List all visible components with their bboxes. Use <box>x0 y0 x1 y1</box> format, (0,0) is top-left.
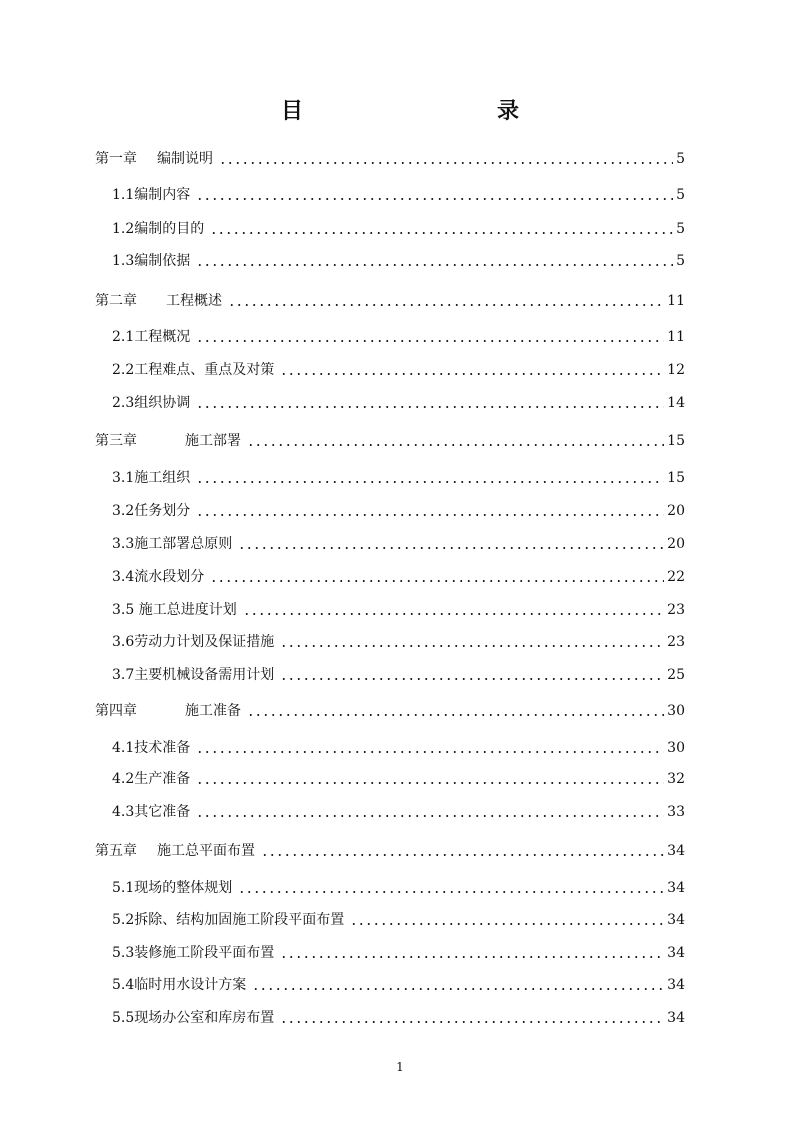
toc-page-number: 15 <box>667 470 685 486</box>
dot-leader <box>196 264 673 266</box>
section-title: 1.2编制的目的 <box>112 221 205 237</box>
chapter-number: 第四章 <box>95 703 137 719</box>
toc-page-number: 5 <box>676 151 685 167</box>
toc-page-number: 23 <box>667 602 685 618</box>
chapter-number: 第一章 <box>95 151 137 167</box>
toc-page-number: 30 <box>667 703 685 719</box>
toc-section-entry[interactable] <box>112 875 685 897</box>
toc-chapter-entry[interactable] <box>95 838 685 860</box>
section-title: 5.2拆除、结构加固施工阶段平面布置 <box>112 912 345 928</box>
section-title: 3.1施工组织 <box>112 470 191 486</box>
chapter-title <box>95 292 222 310</box>
toc-section-entry[interactable] <box>112 498 685 520</box>
toc-page-number: 33 <box>667 804 685 820</box>
dot-leader <box>210 580 664 582</box>
chapter-title <box>95 702 241 720</box>
toc-section-entry[interactable] <box>112 972 685 994</box>
dot-leader <box>196 815 664 817</box>
section-title: 3.2任务划分 <box>112 503 191 519</box>
dot-leader <box>280 678 664 680</box>
dot-leader <box>247 714 664 716</box>
dot-leader <box>280 373 664 375</box>
toc-chapter-entry[interactable] <box>95 428 685 450</box>
section-title: 3.5 施工总进度计划 <box>112 602 237 618</box>
section-title: 2.3组织协调 <box>112 395 191 411</box>
toc-page-number: 30 <box>667 740 685 756</box>
toc-page-number: 22 <box>667 569 685 585</box>
toc-section-entry[interactable] <box>112 907 685 929</box>
dot-leader <box>280 956 664 958</box>
toc-page-number: 15 <box>667 433 685 449</box>
section-title: 4.3其它准备 <box>112 804 191 820</box>
toc-chapter-entry[interactable] <box>95 288 685 310</box>
chapter-label: 施工总平面布置 <box>157 843 255 859</box>
toc-page-number: 5 <box>676 221 685 237</box>
toc-chapter-entry[interactable] <box>95 146 685 168</box>
dot-leader <box>247 444 664 446</box>
section-title: 3.4流水段划分 <box>112 569 205 585</box>
toc-page-number: 20 <box>667 503 685 519</box>
dot-leader <box>196 481 664 483</box>
section-title: 5.4临时用水设计方案 <box>112 977 247 993</box>
dot-leader <box>238 547 664 549</box>
chapter-title <box>95 842 255 860</box>
dot-leader <box>261 854 664 856</box>
toc-page-number: 34 <box>667 912 685 928</box>
toc-page-number: 5 <box>676 187 685 203</box>
toc-page-number: 11 <box>667 329 685 345</box>
dot-leader <box>228 304 664 306</box>
toc-section-entry[interactable] <box>112 629 685 651</box>
toc-section-entry[interactable] <box>112 357 685 379</box>
toc-section-entry[interactable] <box>112 465 685 487</box>
toc-section-entry[interactable] <box>112 182 685 204</box>
toc-section-entry[interactable] <box>112 531 685 553</box>
toc-page-number: 34 <box>667 977 685 993</box>
toc-page-number: 23 <box>667 634 685 650</box>
toc-section-entry[interactable] <box>112 390 685 412</box>
dot-leader <box>243 613 664 615</box>
section-title: 5.5现场办公室和库房布置 <box>112 1010 275 1026</box>
toc-section-entry[interactable] <box>112 564 685 586</box>
chapter-title <box>95 150 213 168</box>
dot-leader <box>196 751 664 753</box>
dot-leader <box>196 198 673 200</box>
section-title: 3.3施工部署总原则 <box>112 536 233 552</box>
toc-page-number: 25 <box>667 667 685 683</box>
section-title: 3.7主要机械设备需用计划 <box>112 667 275 683</box>
toc-section-entry[interactable] <box>112 597 685 619</box>
chapter-label: 施工准备 <box>185 703 241 719</box>
toc-section-entry[interactable] <box>112 324 685 346</box>
section-title: 5.3装修施工阶段平面布置 <box>112 945 275 961</box>
dot-leader <box>238 891 664 893</box>
toc-section-entry[interactable] <box>112 799 685 821</box>
dot-leader <box>350 923 664 925</box>
chapter-label: 编制说明 <box>157 151 213 167</box>
dot-leader <box>280 1021 664 1023</box>
dot-leader <box>196 406 664 408</box>
toc-page-number: 34 <box>667 843 685 859</box>
section-title: 5.1现场的整体规划 <box>112 880 233 896</box>
section-title: 4.1技术准备 <box>112 740 191 756</box>
toc-page-number: 34 <box>667 1010 685 1026</box>
toc-page-number: 20 <box>667 536 685 552</box>
chapter-number: 第三章 <box>95 433 137 449</box>
dot-leader <box>252 988 664 990</box>
section-title: 2.2工程难点、重点及对策 <box>112 362 275 378</box>
toc-page-number: 12 <box>667 362 685 378</box>
toc-page-number: 34 <box>667 880 685 896</box>
toc-page-number: 14 <box>667 395 685 411</box>
chapter-title <box>95 432 241 450</box>
dot-leader <box>196 340 664 342</box>
section-title: 2.1工程概况 <box>112 329 191 345</box>
toc-section-entry[interactable] <box>112 248 685 270</box>
dot-leader <box>196 782 664 784</box>
section-title: 1.3编制依据 <box>112 253 191 269</box>
toc-chapter-entry[interactable] <box>95 698 685 720</box>
toc-section-entry[interactable] <box>112 940 685 962</box>
section-title: 1.1编制内容 <box>112 187 191 203</box>
chapter-label: 工程概述 <box>166 293 222 309</box>
toc-section-entry[interactable] <box>112 735 685 757</box>
toc-section-entry[interactable] <box>112 216 685 238</box>
page-title: 目 录 <box>280 98 569 124</box>
section-title: 4.2生产准备 <box>112 771 191 787</box>
section-title: 3.6劳动力计划及保证措施 <box>112 634 275 650</box>
toc-section-entry[interactable] <box>112 1005 685 1027</box>
toc-section-entry[interactable] <box>112 662 685 684</box>
toc-section-entry[interactable] <box>112 766 685 788</box>
dot-leader <box>196 514 664 516</box>
toc-page-number: 11 <box>667 293 685 309</box>
dot-leader <box>210 232 673 234</box>
toc-page-number: 32 <box>667 771 685 787</box>
chapter-label: 施工部署 <box>185 433 241 449</box>
toc-page-number: 5 <box>676 253 685 269</box>
page-number: 1 <box>396 1060 404 1074</box>
chapter-number: 第五章 <box>95 843 137 859</box>
dot-leader <box>280 645 664 647</box>
chapter-number: 第二章 <box>95 293 137 309</box>
dot-leader <box>219 162 673 164</box>
toc-page-number: 34 <box>667 945 685 961</box>
